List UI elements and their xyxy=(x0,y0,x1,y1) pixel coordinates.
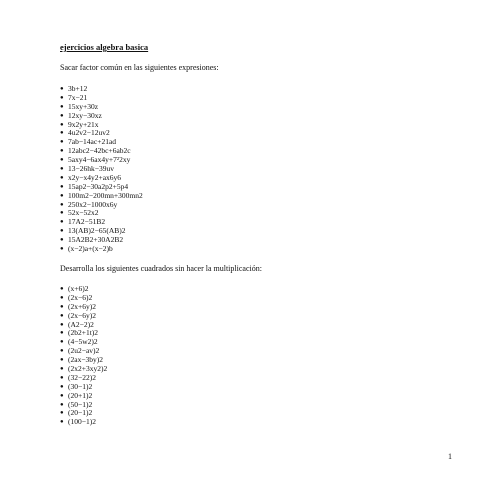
document-title: ejercicios algebra basica xyxy=(60,42,149,52)
bullet-icon: ● xyxy=(60,139,64,146)
exercise-expression: (x−2)a+(x−2)b xyxy=(68,244,113,254)
bullet-icon: ● xyxy=(60,383,64,390)
section-2-exercise-list xyxy=(60,285,107,427)
bullet-icon: ● xyxy=(60,312,64,319)
bullet-icon: ● xyxy=(60,286,64,292)
section-2-instruction: Desarrolla los siguientes cuadrados sin hacer la multiplicación: xyxy=(60,264,262,273)
exercise-expression: 9x2y+21x xyxy=(68,119,99,129)
exercise-expression: (20+1)2 xyxy=(68,390,93,400)
exercise-expression: (50−1)2 xyxy=(68,399,93,409)
exercise-expression: 15A2B2+30A2B2 xyxy=(68,235,124,245)
bullet-icon: ● xyxy=(60,401,64,408)
bullet-icon: ● xyxy=(60,410,64,417)
bullet-icon: ● xyxy=(60,166,64,173)
exercise-expression: 5axy4−6ax4y+7²2xy xyxy=(68,155,131,165)
bullet-icon: ● xyxy=(60,294,64,301)
exercise-expression: 15xy+30z xyxy=(68,101,99,111)
exercise-expression: 13−26hk−39uv xyxy=(68,164,114,174)
section-1-exercise-list xyxy=(60,85,143,254)
exercise-expression: (2ax−3by)2 xyxy=(68,355,104,365)
bullet-icon: ● xyxy=(60,246,64,253)
bullet-icon: ● xyxy=(60,148,64,155)
exercise-expression: (30−1)2 xyxy=(68,381,93,391)
bullet-icon: ● xyxy=(60,210,64,217)
exercise-expression: (2u2−av)2 xyxy=(68,346,100,356)
bullet-icon: ● xyxy=(60,103,64,110)
exercise-expression: 250x2−1000x6y xyxy=(68,199,118,209)
exercise-expression: (4−5w2)2 xyxy=(68,337,98,347)
exercise-expression: 4u2v2−12uv2 xyxy=(68,128,110,138)
bullet-icon: ● xyxy=(60,157,64,164)
bullet-icon: ● xyxy=(60,219,64,226)
exercise-expression: 17A2−51B2 xyxy=(68,217,106,227)
bullet-icon: ● xyxy=(60,174,64,181)
bullet-icon: ● xyxy=(60,348,64,355)
bullet-icon: ● xyxy=(60,303,64,310)
bullet-icon: ● xyxy=(60,201,64,208)
exercise-expression: (2x−6y)2 xyxy=(68,310,96,320)
bullet-icon: ● xyxy=(60,86,64,92)
bullet-icon: ● xyxy=(60,374,64,381)
bullet-icon: ● xyxy=(60,192,64,199)
exercise-item xyxy=(60,245,143,254)
exercise-expression: 3b+12 xyxy=(68,84,88,93)
exercise-expression: (2x+6y)2 xyxy=(68,301,96,311)
exercise-expression: (2x−6)2 xyxy=(68,292,93,302)
bullet-icon: ● xyxy=(60,321,64,328)
bullet-icon: ● xyxy=(60,228,64,235)
bullet-icon: ● xyxy=(60,419,64,426)
bullet-icon: ● xyxy=(60,237,64,244)
bullet-icon: ● xyxy=(60,94,64,101)
bullet-icon: ● xyxy=(60,121,64,128)
page-number: 1 xyxy=(448,452,452,461)
exercise-item xyxy=(60,418,107,427)
exercise-expression: (2b2+1t)2 xyxy=(68,328,99,338)
exercise-expression: (100−1)2 xyxy=(68,417,96,427)
bullet-icon: ● xyxy=(60,357,64,364)
exercise-expression: 15ap2−30a2p2+5p4 xyxy=(68,181,129,191)
exercise-expression: 52x−52x2 xyxy=(68,208,99,218)
exercise-expression: 7x−21 xyxy=(68,92,88,102)
bullet-icon: ● xyxy=(60,112,64,119)
exercise-expression: 12xy−30xz xyxy=(68,110,102,120)
exercise-expression: x2y−x4y2+ax6y6 xyxy=(68,172,122,182)
exercise-expression: (32−22)2 xyxy=(68,372,96,382)
exercise-expression: 13(AB)2−65(AB)2 xyxy=(68,226,126,236)
bullet-icon: ● xyxy=(60,339,64,346)
bullet-icon: ● xyxy=(60,366,64,373)
exercise-expression: (2x2+3xy2)2 xyxy=(68,364,108,374)
section-1-instruction: Sacar factor común en las siguientes expresiones: xyxy=(60,63,219,72)
exercise-expression: 100m2−200mn+300mn2 xyxy=(68,190,143,200)
exercise-expression: (A2−2)2 xyxy=(68,319,94,329)
exercise-expression: 7ab−14ac+21ad xyxy=(68,137,117,147)
exercise-expression: (x+6)2 xyxy=(68,284,89,293)
exercise-expression: (20−1)2 xyxy=(68,408,93,418)
bullet-icon: ● xyxy=(60,330,64,337)
exercise-expression: 12abc2−42bc+6ab2c xyxy=(68,146,131,156)
bullet-icon: ● xyxy=(60,130,64,137)
bullet-icon: ● xyxy=(60,392,64,399)
bullet-icon: ● xyxy=(60,183,64,190)
